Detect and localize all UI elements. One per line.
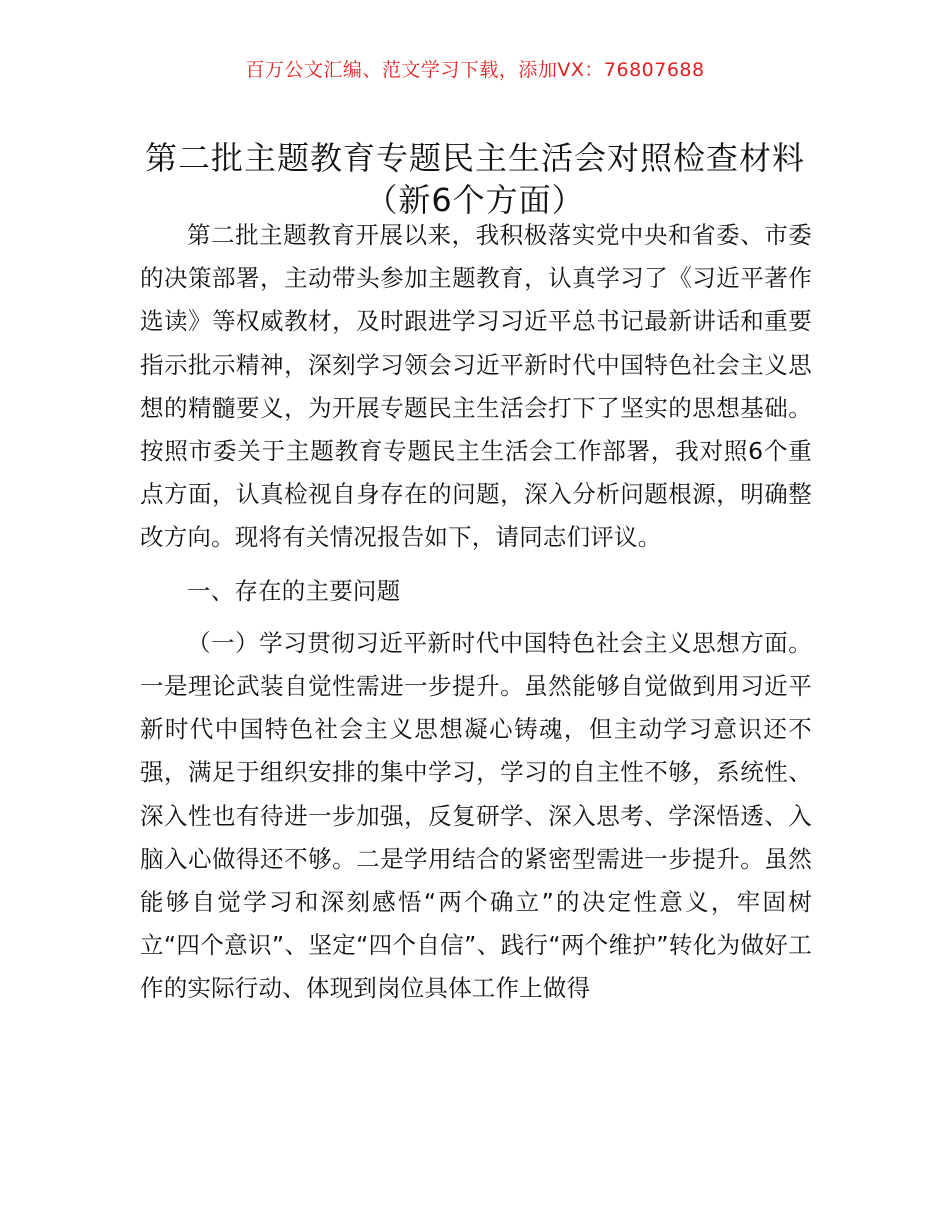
intro-paragraph: 第二批主题教育开展以来，我积极落实党中央和省委、市委的决策部署，主动带头参加主题教育，认真学习了《习近平著作选读》等权威教材，及时跟进学习习近平总书记最新讲话和重要指示批示精神，深刻学习领会习近平新时代中国特色社会主义思想的精髓要义，为开展专题民主生活会打下了坚实的思想基础。按照市委关于主题教育专题民主生活会工作部署，我对照6个重点方面，认真检视自身存在的问题，深入分析问题根源，明确整改方向。现将有关情况报告如下，请同志们评议。 (140, 221, 812, 552)
document-title (0, 137, 950, 221)
document-body (140, 214, 812, 1011)
header-promo-note: 百万公文汇编、范文学习下载，添加VX：76807688 (245, 59, 705, 81)
section-heading: 一、存在的主要问题 (187, 576, 401, 605)
title-line-1: 第二批主题教育专题民主生活会对照检查材料 (144, 139, 805, 178)
title-line-2: （新6个方面） (365, 181, 585, 220)
section-paragraph: （一）学习贯彻习近平新时代中国特色社会主义思想方面。一是理论武装自觉性需进一步提升。虽然能够自觉做到用习近平新时代中国特色社会主义思想凝心铸魂，但主动学习意识还不强，满足于组织安排的集中学习，学习的自主性不够，系统性、深入性也有待进一步加强，反复研学、深入思考、学深悟透、入脑入心做得还不够。二是学用结合的紧密型需进一步提升。虽然能够自觉学习和深刻感悟“两个确立”的决定性意义，牢固树立“四个意识”、坚定“四个自信”、践行“两个维护”转化为做好工作的实际行动、体现到岗位具体工作上做得 (140, 628, 812, 1003)
